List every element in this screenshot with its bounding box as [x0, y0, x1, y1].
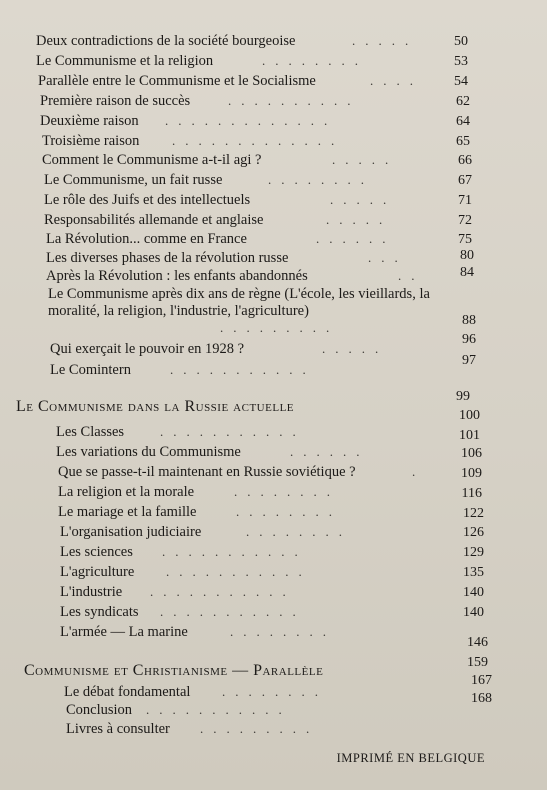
leader-dots: ...........: [150, 584, 296, 599]
toc-entry-page: 96: [462, 332, 476, 347]
toc-entry-title: Le rôle des Juifs et des intellectuels: [44, 192, 251, 208]
toc-entry-page: 168: [471, 691, 492, 706]
toc-entry-title: Que se passe-t-il maintenant en Russie soviétique ?: [58, 464, 356, 480]
toc-entry-title: L'industrie: [60, 584, 123, 600]
toc-entry-page: 129: [463, 545, 484, 560]
toc-entry-title: Qui exerçait le pouvoir en 1928 ?: [50, 341, 245, 357]
toc-entry-title: L'agriculture: [60, 564, 135, 580]
toc-entry-page: 159: [467, 655, 488, 670]
toc-entry-title: Les diverses phases de la révolution russe: [46, 250, 289, 266]
toc-entry-title: Les variations du Communisme: [56, 444, 241, 460]
toc-entry-title: Livres à consulter: [66, 721, 170, 737]
toc-entry-page: 62: [456, 94, 470, 109]
toc-entry-page: 106: [461, 446, 482, 461]
toc-entry-title: Conclusion: [66, 702, 133, 718]
toc-entry-title: La religion et la morale: [58, 484, 195, 500]
toc-entry-title: L'organisation judiciaire: [60, 524, 202, 540]
leader-dots: .........: [200, 721, 320, 736]
toc-entry-title: La Révolution... comme en France: [46, 231, 247, 247]
toc-entry-title: Deuxième raison: [40, 113, 139, 129]
toc-entry-page: 84: [460, 265, 474, 280]
leader-dots: .............: [165, 113, 338, 128]
leader-dots: ........: [222, 684, 328, 699]
toc-entry-page: 54: [454, 74, 468, 89]
toc-entry-title: Le Communisme après dix ans de règne (L'école, les vieillards, la moralité, la religion, l'industrie, l'agriculture): [48, 286, 430, 319]
toc-entry-page: 97: [462, 353, 476, 368]
toc-entry-title: Les syndicats: [60, 604, 139, 620]
section-heading: Le Communisme dans la Russie actuelle: [16, 398, 295, 415]
toc-entry-page: 67: [458, 173, 472, 188]
leader-dots: ......: [316, 231, 396, 246]
leader-dots: .....: [326, 212, 393, 227]
toc-entry-title: Première raison de succès: [40, 93, 191, 109]
toc-entry-title: Le Comintern: [50, 362, 131, 378]
printed-in-belgium: IMPRIMÉ EN BELGIQUE: [336, 751, 485, 765]
toc-entry-title: Le mariage et la famille: [58, 504, 197, 520]
leader-dots: ........: [236, 504, 342, 519]
toc-entry-page: 140: [463, 585, 484, 600]
toc-entry-page: 75: [458, 232, 472, 247]
toc-entry-page: 167: [471, 673, 492, 688]
toc-entry-page: 64: [456, 114, 470, 129]
toc-entry-page: 140: [463, 605, 484, 620]
leader-dots: .....: [332, 152, 399, 167]
toc-entry-title: Le débat fondamental: [64, 684, 191, 700]
toc-entry-page: 146: [467, 635, 488, 650]
toc-entry-title: Troisième raison: [42, 133, 140, 149]
toc-entry-title: Après la Révolution : les enfants abandonnés: [46, 268, 308, 284]
leader-dots: ...........: [160, 424, 306, 439]
toc-entry-title: Les Classes: [56, 424, 125, 440]
toc-entry-page: 122: [463, 506, 484, 521]
leader-dots: ..: [398, 268, 425, 283]
leader-dots: .........: [220, 320, 340, 335]
leader-dots: ...: [368, 250, 408, 265]
toc-entry-page: 101: [459, 428, 480, 443]
leader-dots: .....: [322, 341, 389, 356]
leader-dots: ....: [370, 73, 423, 88]
toc-entry-page: 126: [463, 525, 484, 540]
leader-dots: ...........: [160, 604, 306, 619]
leader-dots: ........: [262, 53, 368, 68]
toc-entry-page: 100: [459, 408, 480, 423]
leader-dots: ........: [246, 524, 352, 539]
leader-dots: ..........: [228, 93, 361, 108]
toc-entry-title: L'armée — La marine: [60, 624, 188, 640]
toc-entry-title: Le Communisme et la religion: [36, 53, 214, 69]
toc-entry-page: 50: [454, 34, 468, 49]
leader-dots: ........: [230, 624, 336, 639]
leader-dots: ........: [234, 484, 340, 499]
leader-dots: .....: [352, 33, 419, 48]
toc-entry-page: 116: [461, 486, 482, 501]
leader-dots: .: [412, 464, 426, 479]
toc-entry-page: 80: [460, 248, 474, 263]
toc-entry-title: Le Communisme, un fait russe: [44, 172, 223, 188]
leader-dots: ......: [290, 444, 370, 459]
toc-entry-page: 53: [454, 54, 468, 69]
toc-entry-page: 72: [458, 213, 472, 228]
leader-dots: ...........: [146, 702, 292, 717]
leader-dots: ...........: [162, 544, 308, 559]
toc-entry-title: Parallèle entre le Communisme et le Socialisme: [38, 73, 316, 89]
toc-entry-page: 88: [462, 313, 476, 328]
toc-entry-page: 99: [456, 389, 470, 404]
toc-entry-title: Deux contradictions de la société bourgeoise: [36, 33, 296, 49]
section-heading: Communisme et Christianisme — Parallèle: [24, 662, 324, 679]
leader-dots: .............: [172, 133, 345, 148]
leader-dots: ...........: [166, 564, 312, 579]
toc-entry-page: 71: [458, 193, 472, 208]
leader-dots: .....: [330, 192, 397, 207]
toc-entry-page: 66: [458, 153, 472, 168]
leader-dots: ...........: [170, 362, 316, 377]
toc-entry-page: 109: [461, 466, 482, 481]
toc-entry-title: Comment le Communisme a-t-il agi ?: [42, 152, 262, 168]
toc-entry-page: 135: [463, 565, 484, 580]
toc-entry-title: Les sciences: [60, 544, 133, 560]
leader-dots: ........: [268, 172, 374, 187]
toc-entry-page: 65: [456, 134, 470, 149]
toc-entry-title: Responsabilités allemande et anglaise: [44, 212, 264, 228]
